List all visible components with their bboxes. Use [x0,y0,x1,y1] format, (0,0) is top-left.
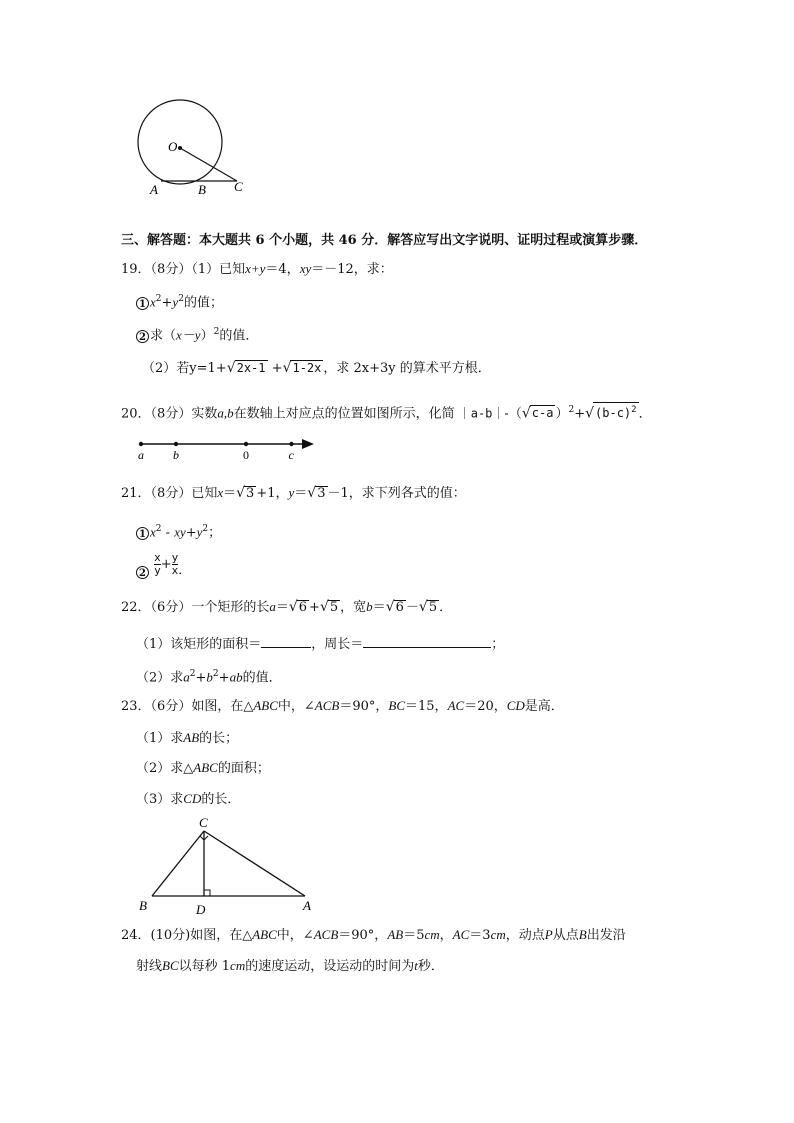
q24-stem-line2: 射线BC以每秒 1cm的速度运动，设运动的时间为t秒． [136,958,444,974]
circle-figure [130,98,255,198]
q22-part1: （1）该矩形的面积＝ ，周长＝ ； [136,634,504,654]
q19-stem: 19．（8分）（1）已知x+y＝4，xy＝－12，求： [121,261,393,277]
tri-label-d: D [196,902,206,917]
axis-label-b: b [173,448,179,462]
perimeter-blank[interactable] [363,634,491,648]
tri-label-a: A [303,898,311,913]
axis-label-c: c [288,448,294,462]
label-b: B [198,182,206,197]
axis-point-a [139,442,143,446]
section-heading: 三、解答题：本大题共 6 个小题，共 46 分．解答应写出文字说明、证明过程或演算步骤． [121,233,648,248]
tri-label-c: C [199,815,208,830]
axis-point-c [289,442,293,446]
q20-stem: 20．（8分）实数a,b在数轴上对应点的位置如图所示，化简 ｜a-b｜-（√c-a ）$^2+√(b-c)^2$ ． [121,401,652,423]
label-a: A [150,182,158,197]
q23-part1: （1）求AB的长； [136,730,239,746]
axis-label-0: 0 [243,448,249,462]
q23-part2: （2）求△ABC的面积； [136,760,270,776]
q22-stem: 22．（6分）一个矩形的长a＝√6 +√5 ，宽b＝√6 －√5 ． [121,599,453,615]
triangle-figure [135,813,320,918]
label-o: O [168,139,178,154]
q22-part2: （2）求$a^2+b^2+ab$的值． [136,669,282,686]
axis-point-b [174,442,178,446]
q19-part3: （2）若y=1+√2x-1 +√1-2x ，求 2x+3y 的算术平方根． [142,360,491,376]
q21-stem: 21．（8分）已知x＝√3 +1，y＝√3 －1，求下列各式的值： [121,485,466,501]
q19-part1: 1 $x^2+y^2$的值； [136,290,223,312]
number-line [138,436,318,464]
q19-part2: 2 求$(x-y)^2$的值． [136,323,258,345]
q21-part2: 2 $\frac{x}{y}$ + $\frac{y}{x}$ ． [136,552,191,586]
q23-part3: （3）求CD的长． [136,791,241,807]
area-blank[interactable] [261,634,311,648]
q21-part1: 1 $x^2 - xy+y^2$； [136,520,221,542]
label-c: C [234,179,243,194]
axis-point-0 [244,442,248,446]
axis-label-a: a [138,448,144,462]
q23-stem: 23．（6分）如图，在△ABC中，∠ACB＝90°，BC＝15，AC＝20，CD是高． [121,698,564,714]
q24-stem-line1: 24．(10分)如图，在△ABC中，∠ACB＝90°，AB＝5cm，AC＝3cm，动点P从点B出发沿 [121,927,626,943]
tri-label-b: B [139,898,147,913]
